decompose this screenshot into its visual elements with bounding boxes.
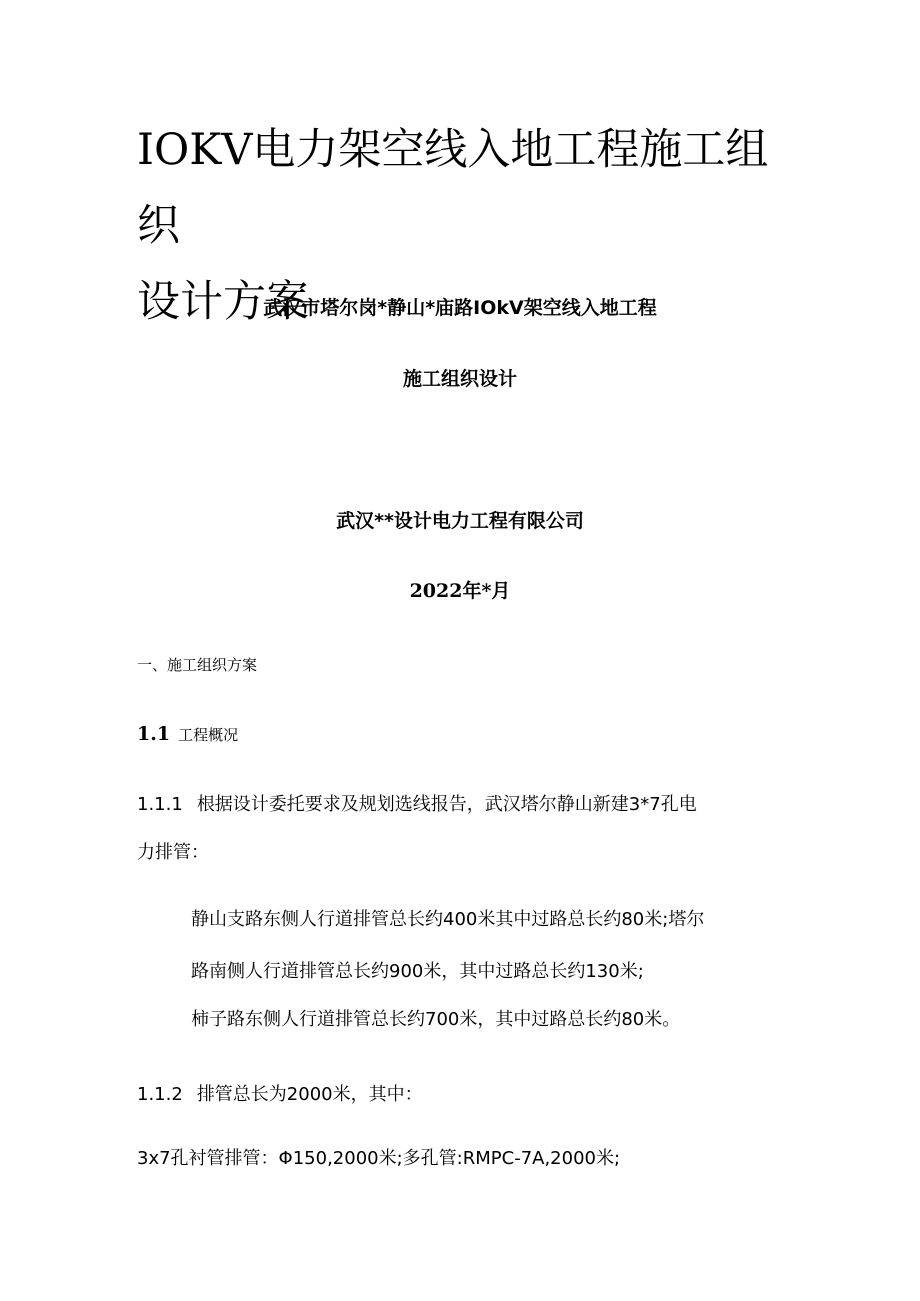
item-1-1-1-text: 根据设计委托要求及规划选线报告，武汉塔尔静山新建3*7孔电 [196, 794, 697, 815]
project-subtitle-2: 施工组织设计 [402, 368, 517, 390]
item-1-1-2 [137, 1080, 423, 1106]
project-subtitle: 武汉市塔尔岗*静山*庙路IOkV架空线入地工程 [263, 297, 657, 319]
item-1-1-2-number: 1.1.2 [137, 1084, 183, 1105]
subsection-title: 工程概况 [178, 726, 239, 744]
item-1-1-1-continuation: 力排管： [137, 842, 209, 863]
subsection-number: 1.1 [137, 723, 171, 745]
item-1-1-1 [137, 790, 697, 816]
item-1-1-1-number: 1.1.1 [137, 794, 183, 815]
document-date: 2022年*月 [409, 580, 511, 602]
title-line-1: IOKV电力架空线入地工程施工组织 [137, 125, 769, 251]
paragraph-jingshan: 静山支路东侧人行道排管总长约400米其中过路总长约80米;塔尔 [191, 909, 705, 930]
paragraph-shizi-road: 柿子路东侧人行道排管总长约700米，其中过路总长约80米。 [191, 1009, 681, 1030]
company-name: 武汉**设计电力工程有限公司 [336, 510, 584, 532]
pipe-spec-line: 3x7孔衬管排管：Φ150,2000米;多孔管:RMPC-7A,2000米; [137, 1148, 621, 1169]
item-1-1-2-text: 排管总长为2000米，其中： [196, 1084, 423, 1105]
subsection-heading [137, 723, 238, 745]
title-line-2: 设计方案 [137, 277, 309, 327]
section-heading: 一、施工组织方案 [137, 656, 258, 674]
paragraph-jingshan-continuation: 路南侧人行道排管总长约900米，其中过路总长约130米; [191, 961, 644, 982]
